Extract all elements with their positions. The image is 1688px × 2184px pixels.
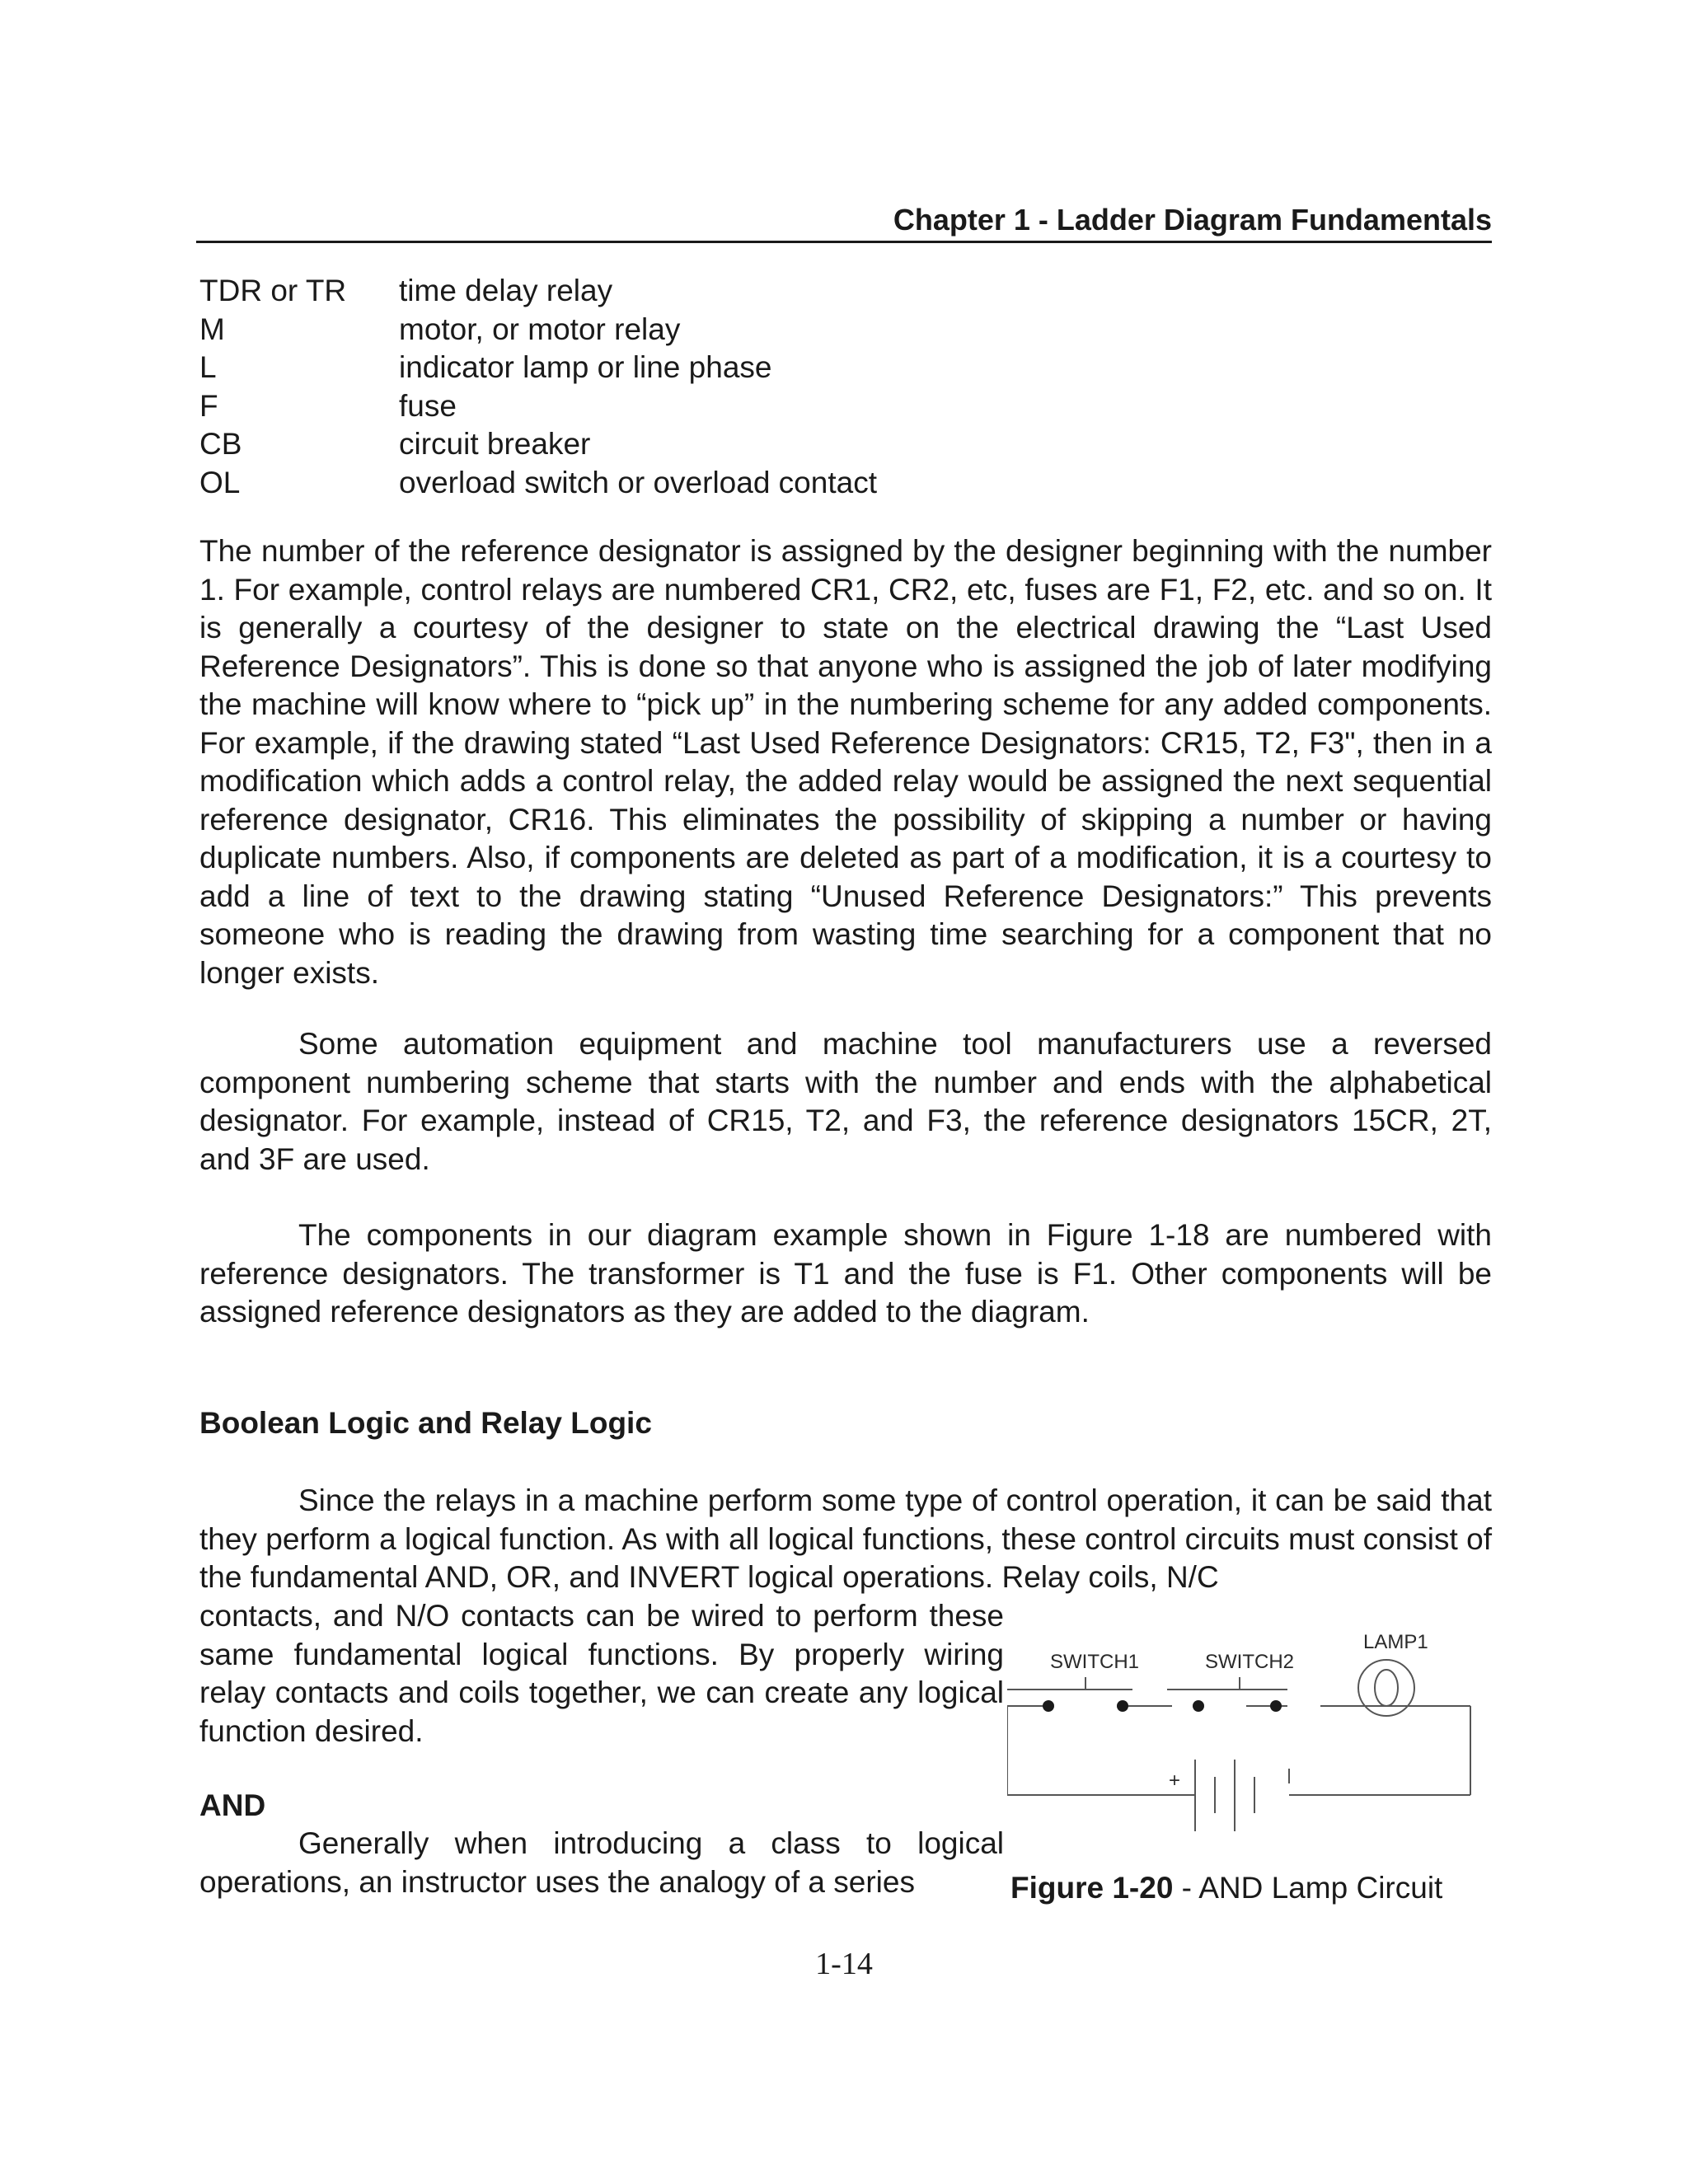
paragraph-reversed-numbering: Some automation equipment and machine tool manufacturers use a reversed component numbering scheme that starts with the number and ends with the alphabetical designator. For example, instead of CR15, T2, and F3, the reference designators 15CR, 2T, and 3F are used.	[199, 1027, 1492, 1176]
figure-caption-text: - AND Lamp Circuit	[1173, 1871, 1443, 1905]
chapter-header: Chapter 1 - Ladder Diagram Fundamentals	[893, 203, 1492, 237]
abbreviation-row	[199, 349, 1353, 387]
battery-icon	[1195, 1760, 1289, 1831]
figure-number: Figure 1-20	[1010, 1871, 1174, 1905]
switch2-label: SWITCH2	[1205, 1651, 1294, 1673]
abbreviation-description: time delay relay	[399, 274, 613, 307]
circuit-wires	[1007, 1706, 1470, 1795]
abbreviation-code: TDR or TR	[199, 274, 347, 307]
abbreviation-row	[199, 387, 1353, 426]
paragraph-reference-numbering: The number of the reference designator is assigned by the designer beginning with the number 1. For example, control relays are numbered CR1, CR2, etc, fuses are F1, F2, etc. and so on. It is generally a courtesy of the designer to state on the electrical drawing the “Last Used Reference Designators”. This is done so that anyone who is assigned the job of later modifying the machine will know where to “pick up” in the numbering scheme for any added components. For example, if the drawing stated “Last Used Reference Designators: CR15, T2, F3", then in a modification which adds a control relay, the added relay would be assigned the next sequential reference designator, CR16. This eliminates the possibility of skipping a number or having duplicate numbers. Also, if components are deleted as part of a modification, it is a courtesy to add a line of text to the drawing stating “Unused Reference Designators:” This prevents someone who is reading the drawing from wasting time searching for a component that no longer exists.	[199, 534, 1492, 990]
abbreviation-code: OL	[199, 465, 241, 499]
abbreviation-row	[199, 425, 1353, 464]
heading-boolean-logic: Boolean Logic and Relay Logic	[199, 1406, 652, 1440]
heading-and: AND	[199, 1788, 266, 1822]
figure-caption	[1010, 1868, 1442, 1909]
paragraph-diagram-example: The components in our diagram example shown in Figure 1-18 are numbered with reference designators. The transformer is T1 and the fuse is F1. Other components will be assigned reference designators as they are added to the diagram.	[199, 1218, 1492, 1329]
switch1-label: SWITCH1	[1050, 1651, 1139, 1673]
paragraph-relay-logic: Since the relays in a machine perform some type of control operation, it can be said that they perform a logical function. As with all logical functions, these control circuits must consist of the fundamental AND, OR, and INVERT logical operations. Relay coils, N/C	[199, 1483, 1492, 1594]
abbreviation-code: CB	[199, 427, 242, 461]
abbreviation-description: circuit breaker	[399, 427, 591, 461]
and-lamp-circuit-diagram	[1007, 1615, 1502, 1863]
abbreviation-row	[199, 464, 1353, 503]
abbreviation-description: fuse	[399, 388, 457, 423]
abbreviation-description: indicator lamp or line phase	[399, 350, 772, 384]
abbreviation-description: motor, or motor relay	[399, 312, 681, 346]
header-rule	[196, 241, 1492, 243]
lamp1-label: LAMP1	[1363, 1631, 1428, 1653]
abbreviation-row	[199, 311, 1353, 349]
page-number: 1-14	[815, 1947, 873, 1981]
paragraph-logical-functions: contacts, and N/O contacts can be wired to perform these same fundamental logical functions. By properly wiring relay contacts and coils together, we can create any logical function desired.	[199, 1599, 1004, 1748]
abbreviation-list	[199, 272, 1353, 502]
paragraph-and-intro: Generally when introducing a class to logical operations, an instructor uses the analogy of a series	[199, 1826, 1004, 1899]
lamp-icon	[1358, 1660, 1414, 1716]
abbreviation-code: F	[199, 388, 218, 423]
abbreviation-code: M	[199, 312, 225, 346]
abbreviation-code: L	[199, 350, 217, 384]
battery-plus-label: +	[1169, 1769, 1181, 1792]
abbreviation-description: overload switch or overload contact	[399, 465, 877, 499]
abbreviation-row	[199, 272, 1353, 311]
